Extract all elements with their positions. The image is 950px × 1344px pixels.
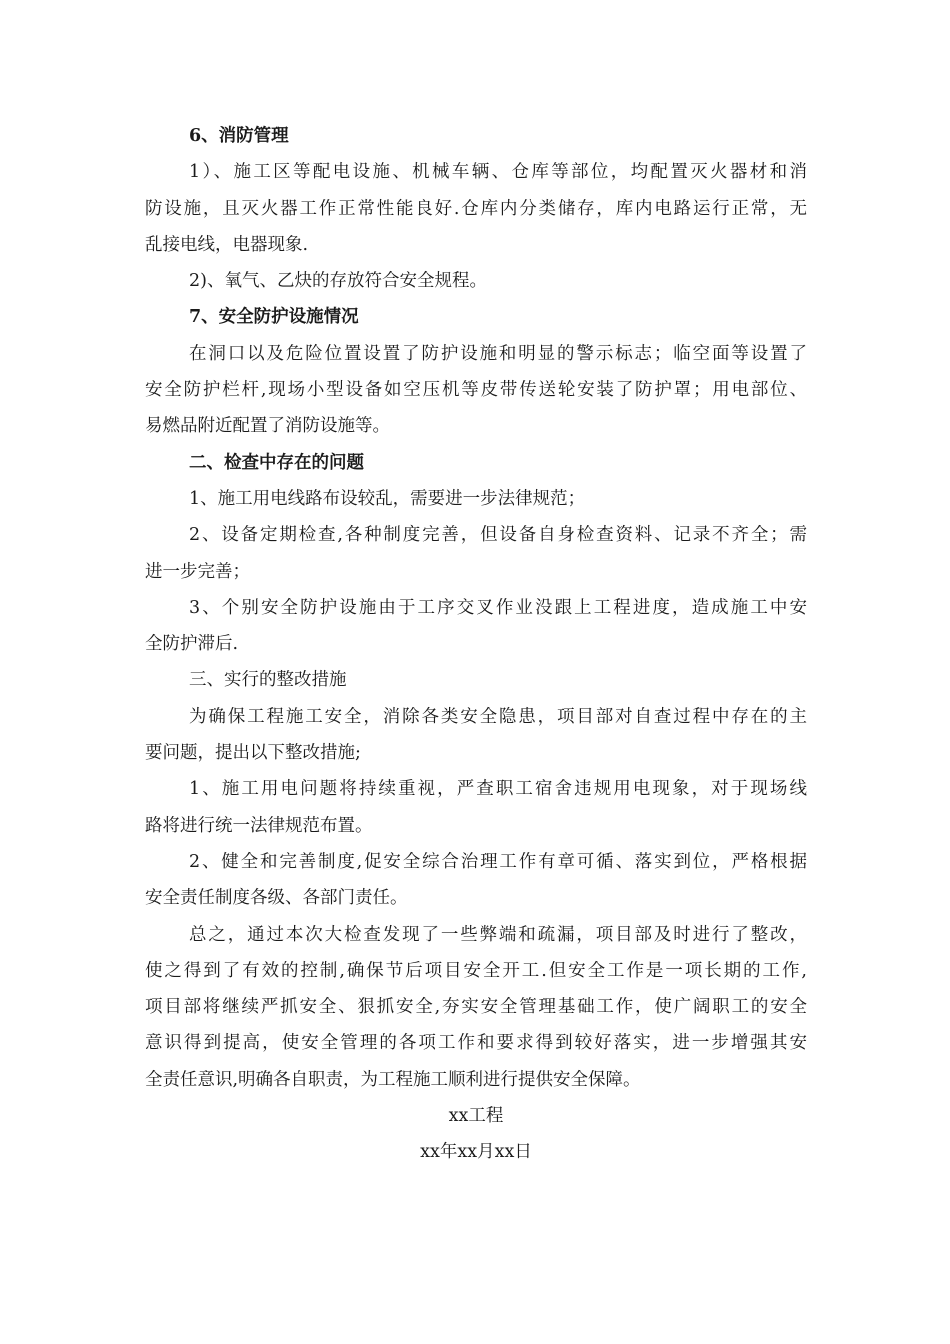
text-line: 1）、施工区等配电设施、机械车辆、仓库等部位，均配置灭火器材和消 [189, 162, 807, 183]
text-line: 要问题，提出以下整改措施; [145, 743, 361, 764]
text-line: 易燃品附近配置了消防设施等。 [145, 416, 390, 437]
text-line: 全责任意识,明确各自职责，为工程施工顺利进行提供安全保障。 [145, 1069, 641, 1090]
document-body [145, 118, 807, 1171]
text-line: 防设施，且灭火器工作正常性能良好.仓库内分类储存，库内电路运行正常，无 [145, 198, 807, 219]
text-line: 进一步完善； [145, 561, 250, 582]
text-line: 在洞口以及危险位置设置了防护设施和明显的警示标志；临空面等设置了 [189, 343, 807, 364]
text-line: 1、施工用电问题将持续重视，严查职工宿舍违规用电现象，对于现场线 [189, 779, 807, 800]
text-line: 安全防护栏杆,现场小型设备如空压机等皮带传送轮安装了防护罩；用电部位、 [145, 380, 807, 401]
text-line: 1、施工用电线路布设较乱，需要进一步法律规范； [189, 488, 586, 509]
text-line: 三、实行的整改措施 [189, 670, 347, 691]
text-line: 乱接电线，电器现象. [145, 234, 309, 255]
signature-line: xx年xx月xx日 [420, 1142, 532, 1163]
text-line: 安全责任制度各级、各部门责任。 [145, 888, 408, 909]
section-heading: 二、检查中存在的问题 [189, 452, 364, 473]
text-line: 路将进行统一法律规范布置。 [145, 815, 373, 836]
text-line: 2)、氧气、乙炔的存放符合安全规程。 [189, 271, 487, 292]
text-line: 项目部将继续严抓安全、狠抓安全,夯实安全管理基础工作，使广阔职工的安全 [145, 997, 807, 1018]
text-line: 2、健全和完善制度,促安全综合治理工作有章可循、落实到位，严格根据 [189, 851, 807, 872]
section-heading: 6、消防管理 [189, 126, 289, 146]
text-line: 全防护滞后. [145, 634, 239, 655]
text-line: 使之得到了有效的控制,确保节后项目安全开工.但安全工作是一项长期的工作, [145, 960, 807, 981]
text-line: 2、设备定期检查,各种制度完善，但设备自身检查资料、记录不齐全；需 [189, 525, 807, 546]
text-line: 3、个别安全防护设施由于工序交叉作业没跟上工程进度，造成施工中安 [189, 597, 807, 618]
signature-line: xx工程 [448, 1106, 504, 1127]
text-line: 意识得到提高，使安全管理的各项工作和要求得到较好落实，进一步增强其安 [145, 1033, 807, 1054]
text-line: 为确保工程施工安全，消除各类安全隐患，项目部对自查过程中存在的主 [189, 706, 807, 727]
section-heading: 7、安全防护设施情况 [189, 307, 359, 328]
text-line: 总之，通过本次大检查发现了一些弊端和疏漏，项目部及时进行了整改， [189, 924, 807, 945]
